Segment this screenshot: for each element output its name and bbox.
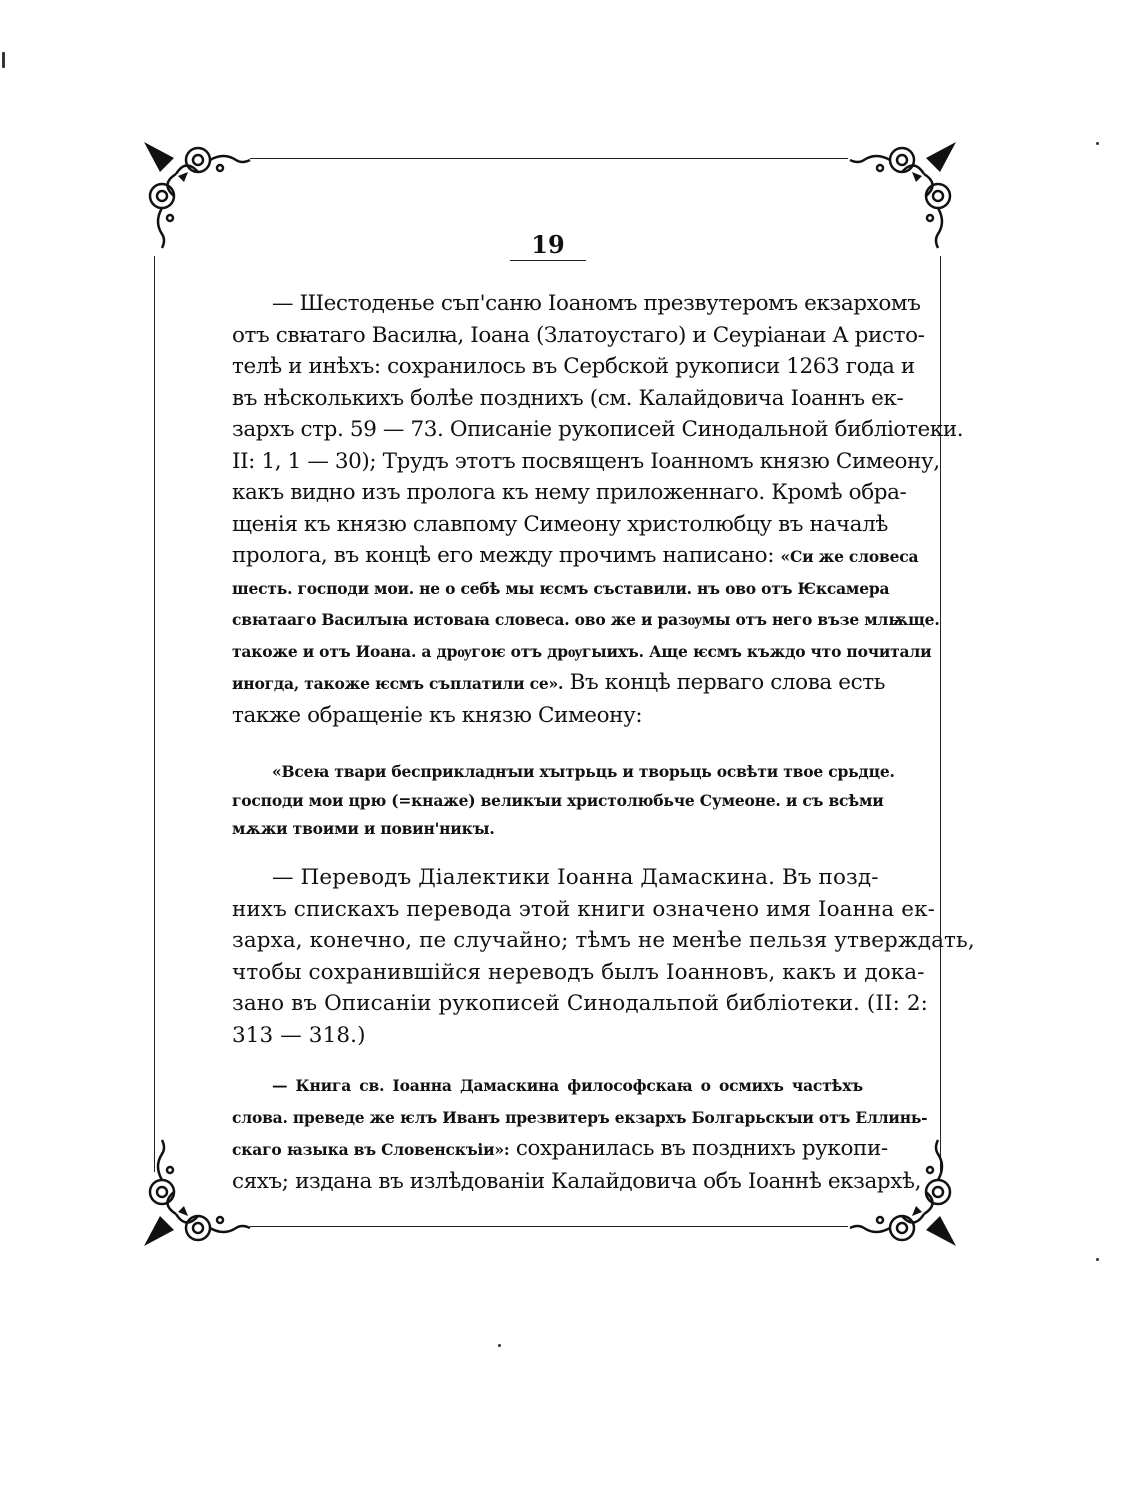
- text-line: отъ свꙗтаго Василꙗ, Іоана (Златоустаго) и Сеуріанаи А ристо-: [232, 322, 925, 348]
- text-line: [232, 1133, 888, 1166]
- text-segment: сохранилась въ позднихъ рукопи-: [515, 1136, 888, 1161]
- old-slavonic-line: свꙗтааго Василꙑꙗ истоваꙗ словеса. ово же и разѹмы отъ него възе млѭще.: [232, 610, 940, 629]
- text-line: въ нѣсколькихъ болѣе позднихъ (см. Калайдовича Іоаннъ ек-: [232, 385, 904, 411]
- paragraph-damascene-book: [232, 1070, 928, 1197]
- text-segment: Въ концѣ перваго слова есть: [569, 670, 886, 695]
- old-slavonic-quote: «Си же словеса: [780, 547, 919, 566]
- paragraph-shestodnev: [232, 288, 964, 731]
- text-line: какъ видно изъ пролога къ нему приложеннаго. Кромѣ обра-: [232, 480, 907, 505]
- text-line: щенія къ князю славпому Симеону христолюбцу въ началѣ: [232, 511, 888, 537]
- frame-bottom-border: [250, 1226, 848, 1227]
- frame-top-border: [250, 158, 848, 159]
- text-line: [232, 540, 919, 573]
- text-line: нихъ спискахъ перевода этой книги означено имя Іоанна ек-: [232, 896, 935, 922]
- frame-left-border: [154, 256, 155, 1172]
- old-slavonic-line: слова. преведе же ѥлъ Иванъ презвитеръ екзархъ Болгарьскꙑи отъ Еллинь-: [232, 1107, 928, 1127]
- old-slavonic-line: «Всеꙗ твари бесприкладнꙑи хꙑтрьць и творьць освѣти твое срьдце.: [272, 762, 895, 781]
- page-number-rule: [510, 260, 586, 261]
- text-line: 313 — 318.): [232, 1022, 366, 1048]
- text-line: II: 1, 1 — 30); Трудъ этотъ посвященъ Іоанномъ князю Симеону,: [232, 448, 940, 474]
- old-slavonic-quote: скаго ꙗзыка въ Словенскъіи»:: [232, 1140, 510, 1159]
- text-line: телѣ и инѣхъ: сохранилось въ Сербской рукописи 1263 года и: [232, 354, 915, 379]
- text-line: чтобы сохранившійся нереводъ былъ Іоанновъ, какъ и дока-: [232, 959, 925, 985]
- corner-ornament-icon: [140, 138, 260, 258]
- old-slavonic-quote: иногда, такоже ѥсмъ съплатили се».: [232, 674, 564, 693]
- frame-right-border: [940, 256, 941, 1172]
- scan-speck: [1096, 1258, 1099, 1261]
- old-slavonic-line: господи мои црю (=кнаже) великꙑи христолюбьче Сумеоне. и съ всѣми: [232, 790, 884, 810]
- text-line: также обращеніе къ князю Симеону:: [232, 702, 643, 728]
- text-line: зарха, конечно, пе случайно; тѣмъ не менѣе пельзя утверждать,: [232, 928, 975, 953]
- paragraph-dialectics: [232, 862, 975, 1051]
- old-slavonic-line: такоже и отъ Иоана. а дрѹгоѥ отъ дрѹгыихъ. Аще ѥсмъ къждо что почитали: [232, 641, 932, 661]
- text-line: — Переводъ Діалектики Іоанна Дамаскина. Въ позд-: [272, 865, 879, 890]
- old-slavonic-line: шесть. господи мои. не о себѣ мы ѥсмъ съставили. нъ ово отъ Ѥксамера: [232, 578, 890, 598]
- scan-speck: [498, 1344, 501, 1347]
- text-line: зархъ стр. 59 — 73. Описаніе рукописей Синодальной библіотеки.: [232, 417, 964, 442]
- scan-speck: [1096, 142, 1099, 145]
- text-line: сяхъ; издана въ излѣдованіи Калайдовича объ Іоаннѣ екзархѣ,: [232, 1168, 922, 1194]
- old-slavonic-line: — Книга св. Іоанна Дамаскина философскаꙗ о осмихъ частѣхъ: [272, 1076, 863, 1095]
- text-line: зано въ Описаніи рукописей Синодальпой библіотеки. (II: 2:: [232, 991, 929, 1016]
- text-line: — Шестоденье съп'саню Іоаномъ презвутеромъ екзархомъ: [272, 291, 921, 316]
- text-segment: пролога, въ концѣ его между прочимъ написано:: [232, 543, 775, 568]
- scan-speck: [2, 52, 5, 68]
- corner-ornament-icon: [840, 138, 960, 258]
- quote-block: [232, 758, 895, 844]
- old-slavonic-line: мѫжи твоими и повин'никꙑ.: [232, 819, 495, 838]
- text-line: [232, 667, 886, 700]
- page-number: 19: [531, 230, 565, 259]
